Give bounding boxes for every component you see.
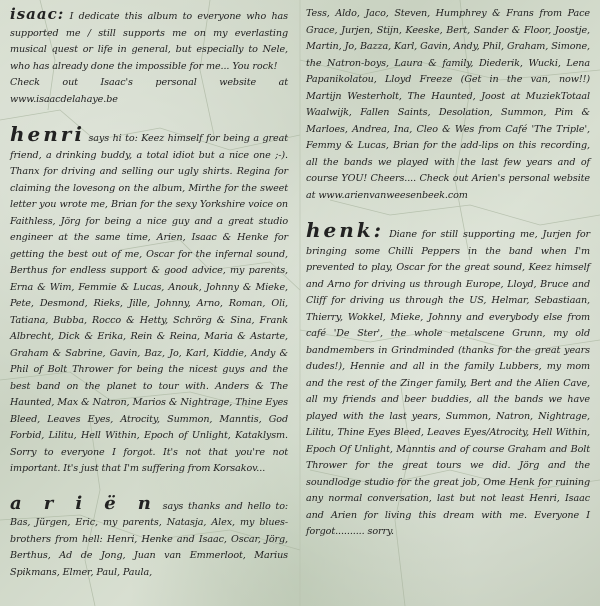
henri-section <box>10 122 288 478</box>
arien-section-continued <box>306 6 590 204</box>
henk-section <box>306 218 590 541</box>
henri-text: says hi to: Keez himself for being a great friend, a drinking buddy, a total idiot but a nice one ;-). Thanx for driving and selling our ugly shirts. Regina for claiming the lovesong on the album, Mirthe for the sweet letter you wrote me, Brian for the sexy Yorkshire voice on Faithless, Jörg for being a nice guy and a great studio engineer at the same time, Arien, Isaac & Henke for getting the best out of me, Oscar for the infernal sound, Berthus for endless support & good advice, my parents, Erna & Wim, Femmie & Lucas, Anouk, Johnny & Mieke, Pete, Desmond, Rieks, Jille, Johnny, Arno, Roman, Oli, Tatiana, Bubba, Rocco & Hetty, Schrörg & Sina, Frank Albrecht, Dick & Erika, Rein & Reina, Maria & Astarte, Graham & Sabrine, Gavin, Baz, Jo, Karl, Kiddie, Andy & Phil of Bolt Thrower for being the nicest guys and the best band on the planet to tour with. Anders & The Haunted, Max & Natron, Marios & Nightrage, Thine Eyes Bleed, Leaves Eyes, Atrocity, Summon, Manntis, God Forbid, Lilitu, Hell Within, Epoch of Unlight, Kataklysm. Sorry to everyone I forgot. It's not that you're not important. It's just that I'm suffering from Korsakov... <box>10 133 288 474</box>
arien-signature: a r i ë n <box>10 492 158 514</box>
isaac-section <box>10 6 288 108</box>
isaac-text: I dedicate this album to everyone who has supported me / still supports me on my everlasting musical quest or life in general, but especially to Nele, who has already done the impossible for me... You rock! <box>10 11 288 72</box>
henk-text: Diane for still supporting me, Jurjen for bringing some Chilli Peppers in the band when I'm prevented to play, Oscar for the great sound, Keez himself and Arno for driving us through Europe, Lloyd, Bruce and Cliff for driving us through the US, Helmar, Sebastiaan, Thierry, Wokkel, Mieke, Johnny and everybody else from café 'De Ster', the whole metalscene Grunn, my old bandmembers in Grindminded (thanks for the great years dudes!), Hennie and all in the family Lubbers, my mom and the rest of the Zinger family, Bert and the Alien Cave, all my friends and beer buddies, all the bands we have played with the last years, Summon, Natron, Nightrage, Lilitu, Thine Eyes Bleed, Leaves Eyes/Atrocity, Hell Within, Epoch Of Unlight, Manntis and of course Graham and Bolt Thrower for the great tours we did. Jörg and the soundlodge studio for the great job, Ome Henk for ruining any normal conversation, last but not least Henri, Isaac and Arien for living this dream with me. Everyone I forgot.......... sorry. <box>306 229 590 537</box>
henk-signature: henk: <box>306 218 385 242</box>
isaac-website: Check out Isaac's personal website at www.isaacdelahaye.be <box>10 77 288 105</box>
arien-section-start <box>10 492 288 582</box>
right-column <box>306 6 590 559</box>
arien-text-continued: Tess, Aldo, Jaco, Steven, Humphrey & Frans from Pace Grace, Jurjen, Stijn, Keeske, Bert, Sander & Floor, Joostje, Martin, Jo, Bazza, Karl, Gavin, Andy, Phil, Graham, Simone, the Natron-boys, Laura & family, Diederik, Wucki, Lena Papanikolatou, Lloyd Freeze (Get in the van, now!!) Martijn Westerholt, The Haunted, Joost at MuziekTotaal Waalwijk, Fallen Saints, Desolation, Summon, Pim & Marloes, Andrea, Ina, Cleo & Wes from Café 'The Triple', Femmy & Lucas, Brian for the add-lips on this recording, all the bands we played with the last few years and of course YOU! Cheers.... Check out Arien's personal website at www.arienvanweesenbeek.com <box>306 8 590 201</box>
isaac-signature: isaac: <box>10 5 65 23</box>
left-column <box>10 6 288 599</box>
arien-text: says thanks and hello to: Bas, Jürgen, Eric, my parents, Natasja, Alex, my blues-brothers from hell: Henri, Henke and Isaac, Oscar, Jörg, Berthus, Ad de Jong, Juan van Emmerloot, Marius Spikmans, Elmer, Paul, Paula, <box>10 500 288 578</box>
henri-signature: henri <box>10 122 85 146</box>
